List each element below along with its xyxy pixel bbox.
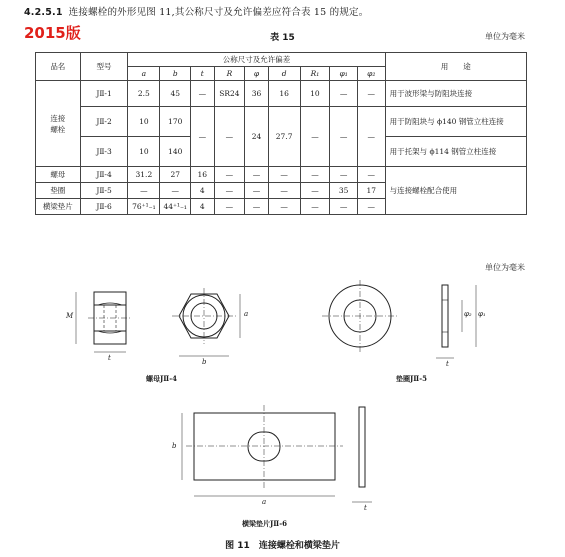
dim-t-nut: t xyxy=(108,354,111,362)
cell-phi2: — xyxy=(357,167,385,183)
cell-phi1: 35 xyxy=(330,183,358,199)
cell-R1: — xyxy=(300,199,330,215)
merged-R1: — xyxy=(300,107,330,167)
cell-t: — xyxy=(191,81,214,107)
dim-a-plate: a xyxy=(262,498,267,506)
cell-R: — xyxy=(214,199,245,215)
cell-phi: 36 xyxy=(245,81,268,107)
cell-phi1: — xyxy=(330,167,358,183)
cell-b: — xyxy=(160,183,191,199)
merged-t: — xyxy=(191,107,214,167)
cell-R1: — xyxy=(300,183,330,199)
cell-a: 2.5 xyxy=(128,81,160,107)
cell-a: 10 xyxy=(128,107,160,137)
cell-b: 170 xyxy=(160,107,191,137)
edition-stamp: 2015版 xyxy=(24,24,81,42)
cell-b: 45 xyxy=(160,81,191,107)
cell-phi2: 17 xyxy=(357,183,385,199)
sub-t: t xyxy=(191,67,214,81)
cell-use: 用于托架与 ϕ114 钢管立柱连接 xyxy=(385,137,526,167)
cell-name: 垫圈 xyxy=(36,183,81,199)
nut-side-view xyxy=(76,292,132,352)
cell-R: — xyxy=(214,183,245,199)
merged-d: 27.7 xyxy=(268,107,300,167)
cell-b: 140 xyxy=(160,137,191,167)
cell-a: 31.2 xyxy=(128,167,160,183)
header-dims: 公称尺寸及允许偏差 xyxy=(128,53,385,67)
sub-R: R xyxy=(214,67,245,81)
sub-phi2: φ₂ xyxy=(357,67,385,81)
merged-phi: 24 xyxy=(245,107,268,167)
cell-phi: — xyxy=(245,183,268,199)
cell-d: — xyxy=(268,199,300,215)
washer-side-view xyxy=(436,285,476,358)
header-name: 品名 xyxy=(36,53,81,81)
cell-b: 27 xyxy=(160,167,191,183)
cell-b: 44⁺¹₋₁ xyxy=(160,199,191,215)
plate-side-view xyxy=(352,407,372,502)
cell-phi: — xyxy=(245,167,268,183)
merged-phi1: — xyxy=(330,107,358,167)
figure-caption: 图 11 连接螺栓和横梁垫片 xyxy=(225,541,340,551)
sub-R1: R₁ xyxy=(300,67,330,81)
dim-a-nut: a xyxy=(244,310,249,318)
nut-label: 螺母JⅡ-4 xyxy=(146,374,177,383)
cell-name: 螺母 xyxy=(36,167,81,183)
cell-d: — xyxy=(268,183,300,199)
clause-number: 4.2.5.1 xyxy=(24,7,63,18)
washer-label: 垫圈JⅡ-5 xyxy=(396,374,427,383)
sub-phi: φ xyxy=(245,67,268,81)
cell-R: SR24 xyxy=(214,81,245,107)
cell-phi1: — xyxy=(330,81,358,107)
sub-d: d xyxy=(268,67,300,81)
plate-label: 横梁垫片JⅡ-6 xyxy=(242,519,287,528)
cell-R1: 10 xyxy=(300,81,330,107)
cell-t: 4 xyxy=(191,183,214,199)
merged-phi2: — xyxy=(357,107,385,167)
dim-phi2: φ₂ xyxy=(464,310,472,318)
cell-name: 横梁垫片 xyxy=(36,199,81,215)
cell-d: — xyxy=(268,167,300,183)
cell-use-shared: 与连接螺栓配合使用 xyxy=(385,167,526,215)
cell-use: 用于波形梁与防阻块连接 xyxy=(385,81,526,107)
table-title: 表 15 xyxy=(270,33,295,43)
dim-M: M xyxy=(66,312,74,320)
dim-phi1: φ₁ xyxy=(478,310,486,318)
cell-phi2: — xyxy=(357,199,385,215)
header-model: 型号 xyxy=(80,53,128,81)
cell-use: 用于防阻块与 ϕ140 钢管立柱连接 xyxy=(385,107,526,137)
dim-b-nut: b xyxy=(202,358,207,366)
cell-model: JⅡ-5 xyxy=(80,183,128,199)
cell-model: JⅡ-1 xyxy=(80,81,128,107)
cell-phi: — xyxy=(245,199,268,215)
figure-unit: 单位为毫米 xyxy=(485,263,525,272)
cell-R1: — xyxy=(300,167,330,183)
sub-b: b xyxy=(160,67,191,81)
group-bolt: 连接 螺栓 xyxy=(36,81,81,167)
dim-t-washer: t xyxy=(446,360,449,368)
header-use: 用 途 xyxy=(385,53,526,81)
cell-phi1: — xyxy=(330,199,358,215)
cell-phi2: — xyxy=(357,81,385,107)
cell-t: 16 xyxy=(191,167,214,183)
dim-b-plate: b xyxy=(172,442,177,450)
cell-model: JⅡ-6 xyxy=(80,199,128,215)
cell-model: JⅡ-3 xyxy=(80,137,128,167)
nut-front-view xyxy=(172,288,240,356)
cell-d: 16 xyxy=(268,81,300,107)
cell-model: JⅡ-2 xyxy=(80,107,128,137)
sub-phi1: φ₁ xyxy=(330,67,358,81)
merged-R: — xyxy=(214,107,245,167)
plate-front-view xyxy=(182,405,343,496)
clause-body: 连接螺栓的外形见图 11,其公称尺寸及允许偏差应符合表 15 的规定。 xyxy=(68,7,369,18)
cell-R: — xyxy=(214,167,245,183)
washer-front-view xyxy=(322,280,398,352)
cell-a: 10 xyxy=(128,137,160,167)
sub-a: a xyxy=(128,67,160,81)
cell-model: JⅡ-4 xyxy=(80,167,128,183)
cell-a: — xyxy=(128,183,160,199)
cell-a: 76⁺¹₋₁ xyxy=(128,199,160,215)
table-unit: 单位为毫米 xyxy=(485,32,525,41)
dim-t-plate: t xyxy=(364,504,367,512)
cell-t: 4 xyxy=(191,199,214,215)
